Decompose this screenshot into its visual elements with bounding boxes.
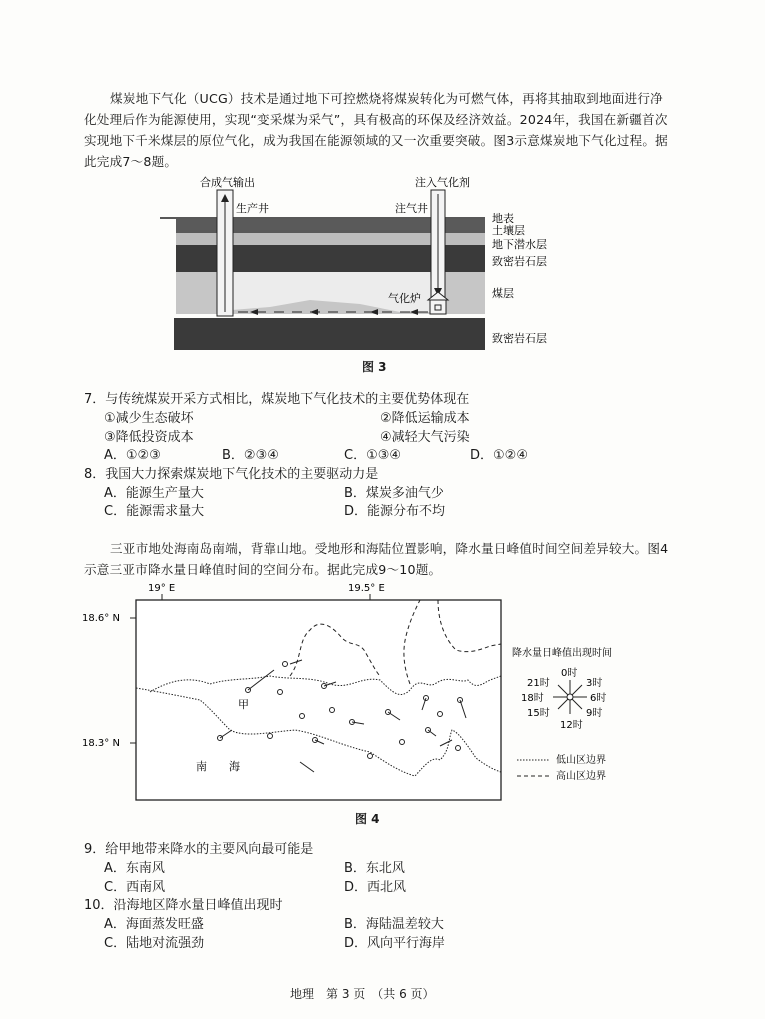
clock-9: 9时 xyxy=(586,708,603,719)
lon-19-5-label: 19.5° E xyxy=(348,583,385,594)
q9-option-d[interactable]: D．西北风 xyxy=(344,880,407,895)
figure-4-caption: 图 4 xyxy=(355,812,380,826)
label-injection-well: 注气井 xyxy=(395,202,428,215)
label-inject-agent: 注入气化剂 xyxy=(415,176,470,189)
q9-stem: 9．给甲地带来降水的主要风向最可能是 xyxy=(84,842,314,857)
q8-option-a[interactable]: A．能源生产量大 xyxy=(104,486,204,501)
legend-high-label: 高山区边界 xyxy=(556,771,606,782)
figure-4-sanya-map xyxy=(80,580,680,805)
clock-6: 6时 xyxy=(590,693,607,704)
lat-18-6-label: 18.6° N xyxy=(82,613,120,624)
clock-0: 0时 xyxy=(561,668,578,679)
q7-option-d[interactable]: D．①②④ xyxy=(470,448,528,463)
clock-15: 15时 xyxy=(527,708,550,719)
q10-stem: 10．沿海地区降水量日峰值出现时 xyxy=(84,898,283,913)
q10-option-a[interactable]: A．海面蒸发旺盛 xyxy=(104,917,204,932)
q7-item-3: ③降低投资成本 xyxy=(104,430,194,445)
figure-3-caption: 图 3 xyxy=(362,360,387,374)
q8-option-d[interactable]: D．能源分布不均 xyxy=(344,504,446,519)
q8-option-c[interactable]: C．能源需求量大 xyxy=(104,504,205,519)
lat-18-3-label: 18.3° N xyxy=(82,738,120,749)
q9-option-b[interactable]: B．东北风 xyxy=(344,861,405,876)
q9-option-a[interactable]: A．东南风 xyxy=(104,861,165,876)
q10-option-b[interactable]: B．海陆温差较大 xyxy=(344,917,444,932)
clock-18: 18时 xyxy=(521,693,544,704)
passage-sanya: 三亚市地处海南岛南端，背靠山地。受地形和海陆位置影响，降水量日峰值时间空间差异较大。图4示意三亚市降水量日峰值时间的空间分布。据此完成9～10题。 xyxy=(84,541,669,577)
legend-title: 降水量日峰值出现时间 xyxy=(512,648,612,659)
q8-option-b[interactable]: B．煤炭多油气少 xyxy=(344,486,444,501)
layer-dense-rock-bottom: 致密岩石层 xyxy=(492,332,547,345)
figure-3-ucg-diagram xyxy=(160,172,580,352)
q7-option-a[interactable]: A．①②③ xyxy=(104,448,161,463)
q10-option-d[interactable]: D．风向平行海岸 xyxy=(344,936,446,951)
passage-ucg: 煤炭地下气化（UCG）技术是通过地下可控燃烧将煤炭转化为可燃气体，再将其抽取到地面进行净化处理后作为能源使用，实现“变采煤为采气”，具有极高的环保及经济效益。2024年，我国在新疆首次实现地下千米煤层的原位气化，成为我国在能源领域的又一次重要突破。图3示意煤炭地下气化过程。据此完成7～8题。 xyxy=(84,91,668,169)
q7-item-2: ②降低运输成本 xyxy=(380,411,470,426)
clock-3: 3时 xyxy=(586,678,603,689)
q7-item-4: ④减轻大气污染 xyxy=(380,430,470,445)
label-production-well: 生产井 xyxy=(236,202,269,215)
q7-option-b[interactable]: B．②③④ xyxy=(222,448,279,463)
clock-21: 21时 xyxy=(527,678,550,689)
layer-groundwater: 地下潜水层 xyxy=(492,238,547,251)
q8-stem: 8．我国大力探索煤炭地下气化技术的主要驱动力是 xyxy=(84,467,379,482)
layer-coal: 煤层 xyxy=(492,287,514,300)
label-gasifier: 气化炉 xyxy=(388,292,421,305)
q10-option-c[interactable]: C．陆地对流强劲 xyxy=(104,936,205,951)
page-footer: 地理 第 3 页 （共 6 页） xyxy=(290,987,435,1001)
q9-option-c[interactable]: C．西南风 xyxy=(104,880,166,895)
label-syngas-output: 合成气输出 xyxy=(200,176,255,189)
lon-19-label: 19° E xyxy=(148,583,176,594)
sea-label: 南 海 xyxy=(196,760,240,773)
place-jia: 甲 xyxy=(238,698,249,711)
layer-surface: 地表 xyxy=(492,212,514,225)
q7-item-1: ①减少生态破坏 xyxy=(104,411,194,426)
layer-soil: 土壤层 xyxy=(492,224,525,237)
legend-low-label: 低山区边界 xyxy=(556,755,606,766)
q7-stem: 7．与传统煤炭开采方式相比，煤炭地下气化技术的主要优势体现在 xyxy=(84,392,470,407)
layer-dense-rock: 致密岩石层 xyxy=(492,255,547,268)
clock-12: 12时 xyxy=(560,720,583,731)
clock-rose-icon xyxy=(553,680,587,714)
q7-option-c[interactable]: C．①③④ xyxy=(344,448,402,463)
